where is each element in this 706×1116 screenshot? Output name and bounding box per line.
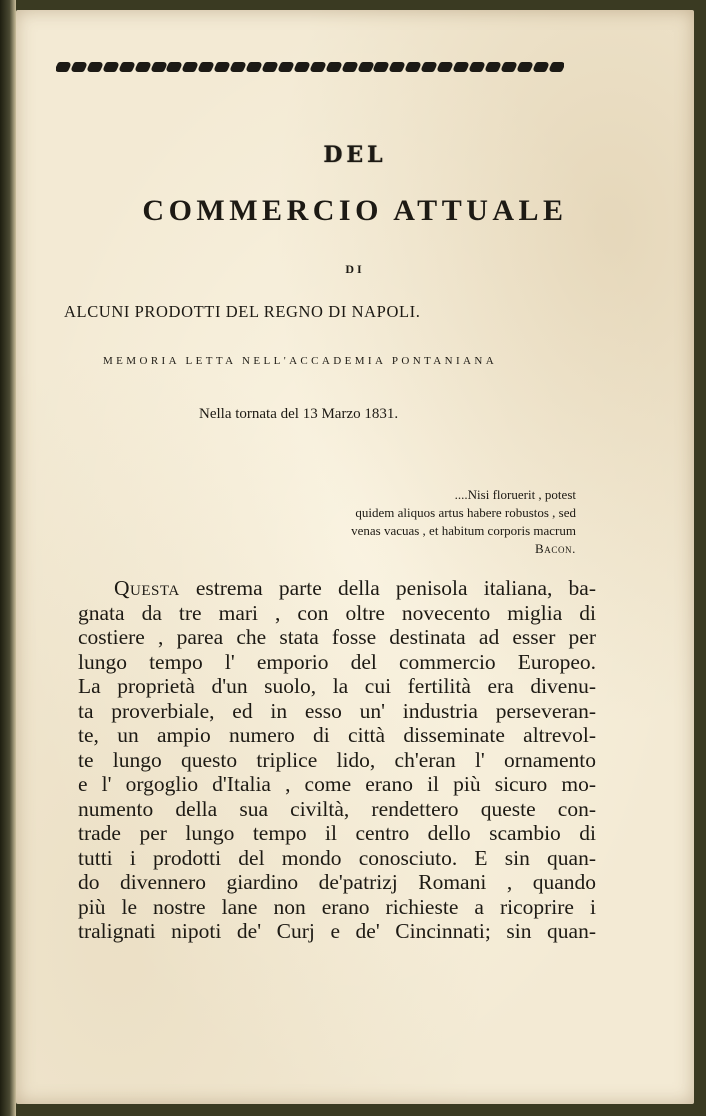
first-line-rest: estrema parte della penisola italiana, ba- (179, 576, 596, 600)
page-title: COMMERCIO ATTUALE (142, 194, 568, 227)
body-line: te lungo questo triplice lido, ch'eran l' ornamento (78, 747, 596, 772)
heading-di: DI (345, 262, 365, 276)
body-line: lungo tempo l' emporio del commercio Europeo. (78, 649, 596, 674)
body-line: e l' orgoglio d'Italia , come erano il più sicuro mo- (78, 772, 596, 796)
tornata-line: Nella tornata del 13 Marzo 1831. (199, 406, 399, 422)
first-word: Questa (114, 576, 180, 600)
memoria-line: MEMORIA LETTA NELL'ACCADEMIA PONTANIANA (103, 355, 498, 367)
epigraph-line: venas vacuas , et habitum corporis macrum (351, 523, 576, 538)
epigraph-line: ....Nisi floruerit , potest (454, 487, 576, 502)
subtitle: ALCUNI PRODOTTI DEL REGNO DI NAPOLI. (64, 302, 421, 321)
body-line: gnata da tre mari , con oltre novecento miglia di (78, 600, 596, 625)
book-spine (0, 0, 16, 1116)
body-line (78, 576, 596, 601)
body-line: tutti i prodotti del mondo conosciuto. E sin quan- (78, 845, 596, 870)
book-page (16, 10, 694, 1104)
epigraph (256, 486, 576, 558)
body-line: te, un ampio numero di città disseminate altrevol- (78, 723, 596, 747)
body-line: numento della sua civiltà, rendettero queste con- (78, 796, 596, 821)
body-line: trade per lungo tempo il centro dello scambio di (78, 821, 596, 845)
body-line: costiere , parea che stata fosse destinata ad esser per (78, 625, 596, 649)
heading-del: DEL (323, 142, 387, 168)
decorative-border-ornament (56, 60, 564, 74)
epigraph-line: quidem aliquos artus habere robustos , sed (355, 505, 576, 520)
body-line: La proprietà d'un suolo, la cui fertilità era divenu- (78, 674, 596, 698)
body-line: do divennero giardino de'patrizj Romani , quando (78, 870, 596, 894)
body-line: più le nostre lane non erano richieste a ricoprire i (78, 894, 596, 919)
body-line: ta proverbiale, ed in esso un' industria perseveran- (78, 698, 596, 723)
body-line: tralignati nipoti de' Curj e de' Cincinnati; sin quan- (78, 919, 596, 943)
epigraph-author: Bacon. (534, 541, 576, 556)
body-text (78, 576, 596, 944)
